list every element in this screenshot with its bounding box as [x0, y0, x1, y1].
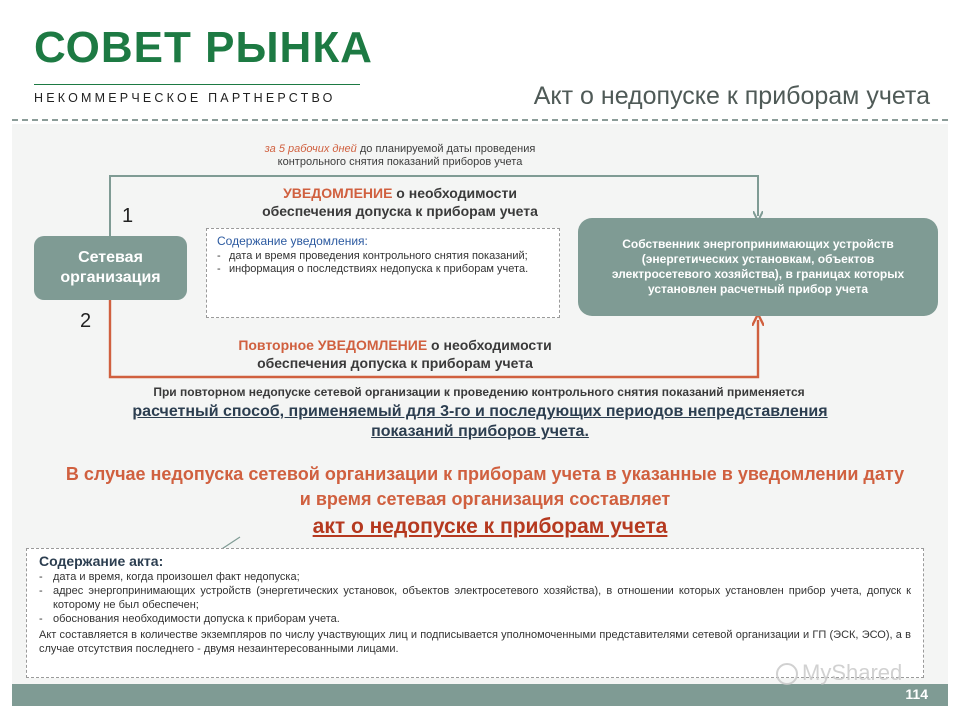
watermark-text: MyShared — [802, 660, 903, 685]
list-item: - информация о последствиях недопуска к приборам учета. — [217, 263, 549, 276]
denial-case-text: В случае недопуска сетевой организации к приборам учета в указанные в уведомлении дату и время сетевая организация составляет — [65, 464, 905, 509]
notice-1-highlight: УВЕДОМЛЕНИЕ — [283, 185, 393, 201]
top-note-line1: до планируемой даты проведения — [356, 143, 536, 155]
repeat-denial-note: При повторном недопуске сетевой организации к проведению контрольного снятия показаний применяется — [153, 385, 805, 399]
notice-content-list — [217, 250, 549, 276]
logo-main-text: СОВЕТ РЫНКА — [34, 23, 373, 72]
notice-content-box — [206, 228, 560, 318]
owner-node-text: Собственник энергопринимающих устройств (энергетических установкам, объектов электросетевого хозяйства), в границах которых установлен расчетный прибор учета — [611, 237, 905, 296]
act-content-title: Содержание акта: — [39, 553, 164, 569]
list-item: - дата и время проведения контрольного снятия показаний; — [217, 250, 549, 263]
notice-1-rest: о необходимости — [392, 185, 517, 201]
top-note-accent: за 5 рабочих дней — [264, 143, 357, 155]
page-title: Акт о недопуске к приборам учета — [533, 82, 930, 110]
network-organization-line2: организация — [60, 269, 161, 286]
top-note — [200, 143, 600, 169]
list-item: - адрес энергопринимающих устройств (энергетических установок, объектов электросетевого хозяйства), в отношении которых установлен прибор учета, допуск к которому не был обеспечен; — [39, 584, 911, 612]
notice-2-highlight: Повторное УВЕДОМЛЕНИЕ — [238, 337, 428, 353]
footer-bar — [12, 684, 948, 706]
notice-2-rest: о необходимости — [427, 337, 552, 353]
notice-content-title: Содержание уведомления: — [217, 234, 368, 248]
logo-subtitle: НЕКОММЕРЧЕСКОЕ ПАРТНЕРСТВО — [34, 91, 336, 105]
notice-1-line2: обеспечения допуска к приборам учета — [262, 203, 538, 219]
notice-2 — [190, 336, 600, 372]
step-2-number: 2 — [80, 310, 92, 332]
page-number: 114 — [905, 686, 928, 702]
step-1-number: 1 — [122, 205, 134, 227]
act-content-box — [26, 548, 924, 678]
calculation-method-line2: показаний приборов учета. — [371, 423, 589, 440]
network-organization-node — [34, 236, 187, 300]
act-title: акт о недопуске к приборам учета — [312, 515, 668, 538]
calculation-method-text — [50, 402, 910, 442]
owner-node — [578, 218, 938, 316]
notice-2-line2: обеспечения допуска к приборам учета — [257, 355, 533, 371]
notice-1 — [200, 184, 600, 220]
list-item: - обоснования необходимости допуска к приборам учета. — [39, 612, 911, 626]
act-content-list — [39, 570, 911, 626]
network-organization-line1: Сетевая — [78, 249, 143, 266]
watermark — [776, 660, 902, 686]
list-item: - дата и время, когда произошел факт недопуска; — [39, 570, 911, 584]
top-note-line2: контрольного снятия показаний приборов учета — [277, 156, 523, 168]
watermark-icon — [776, 663, 798, 685]
calculation-method-line1: расчетный способ, применяемый для 3-го и последующих периодов непредставления — [132, 403, 828, 420]
act-footer-text: Акт составляется в количестве экземпляров по числу участвующих лиц и подписывается уполномоченными представителями сетевой организации и ГП (ЭСК, ЭСО), а в случае отсутствия последнего - двумя незаинтересованными лицами. — [39, 629, 911, 655]
